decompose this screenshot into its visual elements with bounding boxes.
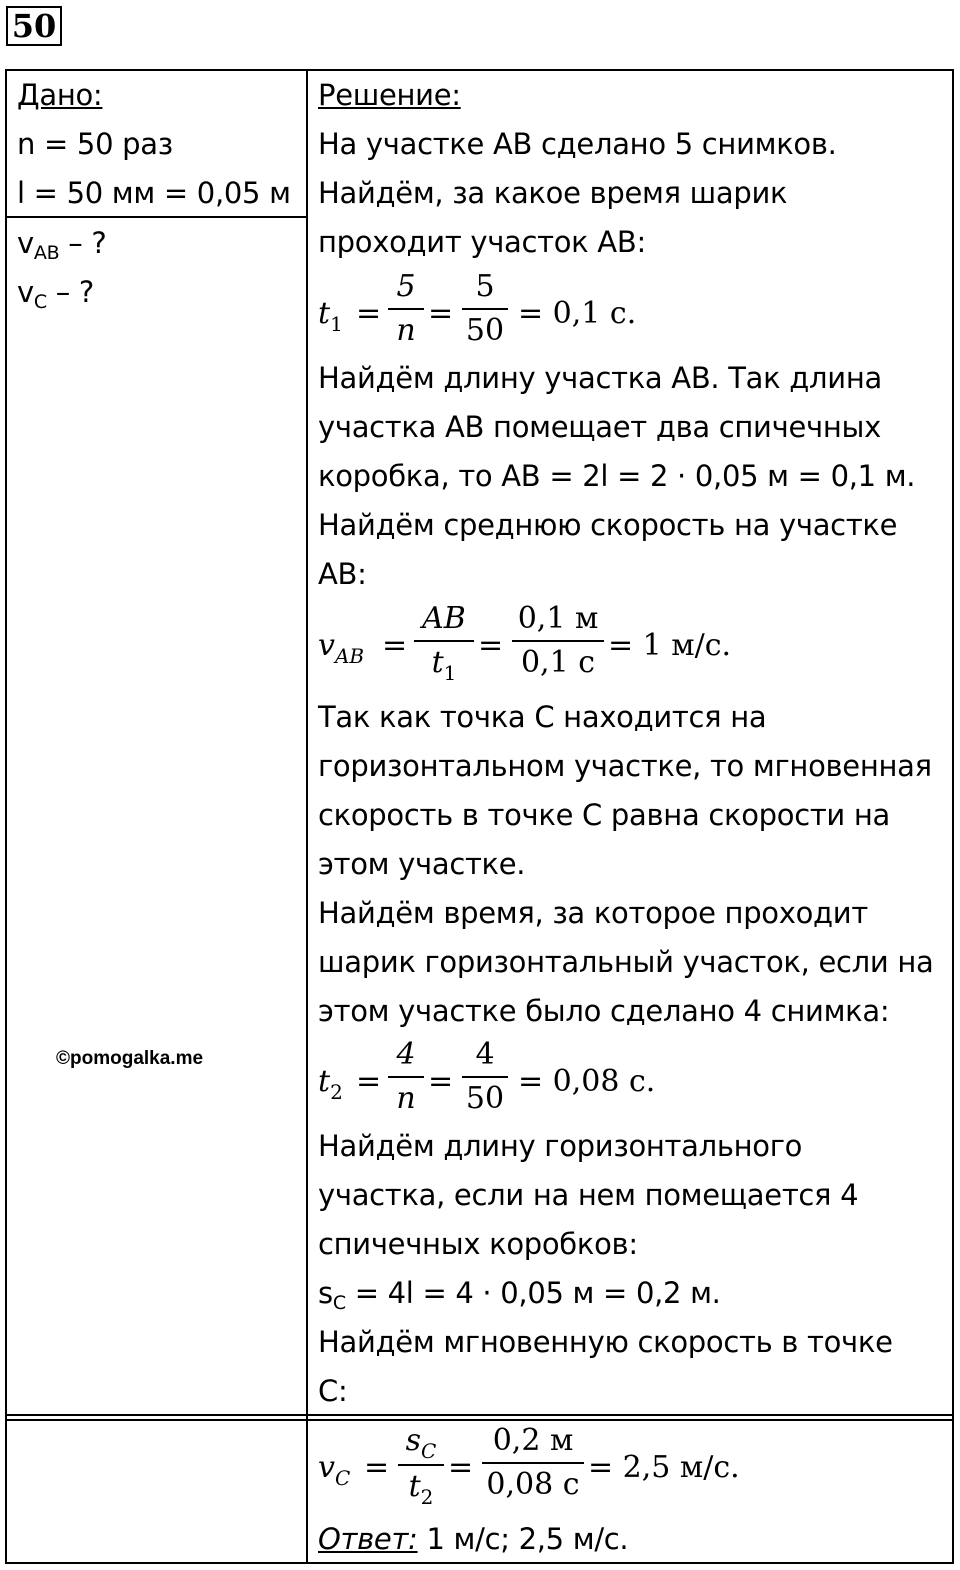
table-divider-vertical (306, 69, 308, 1564)
solution-text: коробка, то АВ = 2l = 2 · 0,05 м = 0,1 м. (318, 459, 916, 493)
given-line-l: l = 50 мм = 0,05 м (17, 176, 291, 210)
solution-text: Найдём время, за которое проходит (318, 896, 868, 930)
solution-text: участка, если на нем помещается 4 (318, 1178, 859, 1212)
solution-text: проходит участок АВ: (318, 225, 646, 259)
table-divider-given (5, 216, 307, 218)
solution-text: горизонтальном участке, то мгновенная (318, 749, 932, 783)
given-title: Дано: (17, 78, 103, 112)
find-vc: $v_C$ – ? (17, 275, 94, 313)
solution-text: Найдём среднюю скорость на участке (318, 508, 898, 542)
table-divider-page-2 (5, 1419, 954, 1421)
solution-text: Так как точка С находится на (318, 700, 767, 734)
given-line-n: n = 50 раз (17, 127, 173, 161)
answer: Ответ: 1 м/с; 2,5 м/с. (318, 1522, 629, 1556)
solution-text: скорость в точке С равна скорости на (318, 798, 891, 832)
solution-text: $s_C = 4l = 4 \cdot 0,05$ м = 0,2 м. (318, 1276, 721, 1314)
problem-number: 50 (6, 6, 62, 46)
solution-text: Найдём длину горизонтального (318, 1129, 803, 1163)
solution-text: АВ: (318, 557, 367, 591)
solution-text: Найдём длину участка АВ. Так длина (318, 361, 882, 395)
solution-text: Найдём мгновенную скорость в точке (318, 1325, 893, 1359)
solution-text: этом участке было сделано 4 снимка: (318, 994, 890, 1028)
solution-text: С: (318, 1374, 348, 1408)
watermark: ©pomogalka.me (56, 1048, 204, 1069)
solution-text: участка АВ помещает два спичечных (318, 410, 881, 444)
find-vab: $v_{AB}$ – ? (17, 226, 107, 264)
solution-title: Решение: (318, 78, 461, 112)
solution-text: спичечных коробков: (318, 1227, 638, 1261)
solution-text: Найдём, за какое время шарик (318, 176, 788, 210)
solution-text: шарик горизонтальный участок, если на (318, 945, 934, 979)
solution-text: этом участке. (318, 847, 526, 881)
table-divider-page (5, 1414, 954, 1416)
solution-text: На участке АВ сделано 5 снимков. (318, 127, 837, 161)
